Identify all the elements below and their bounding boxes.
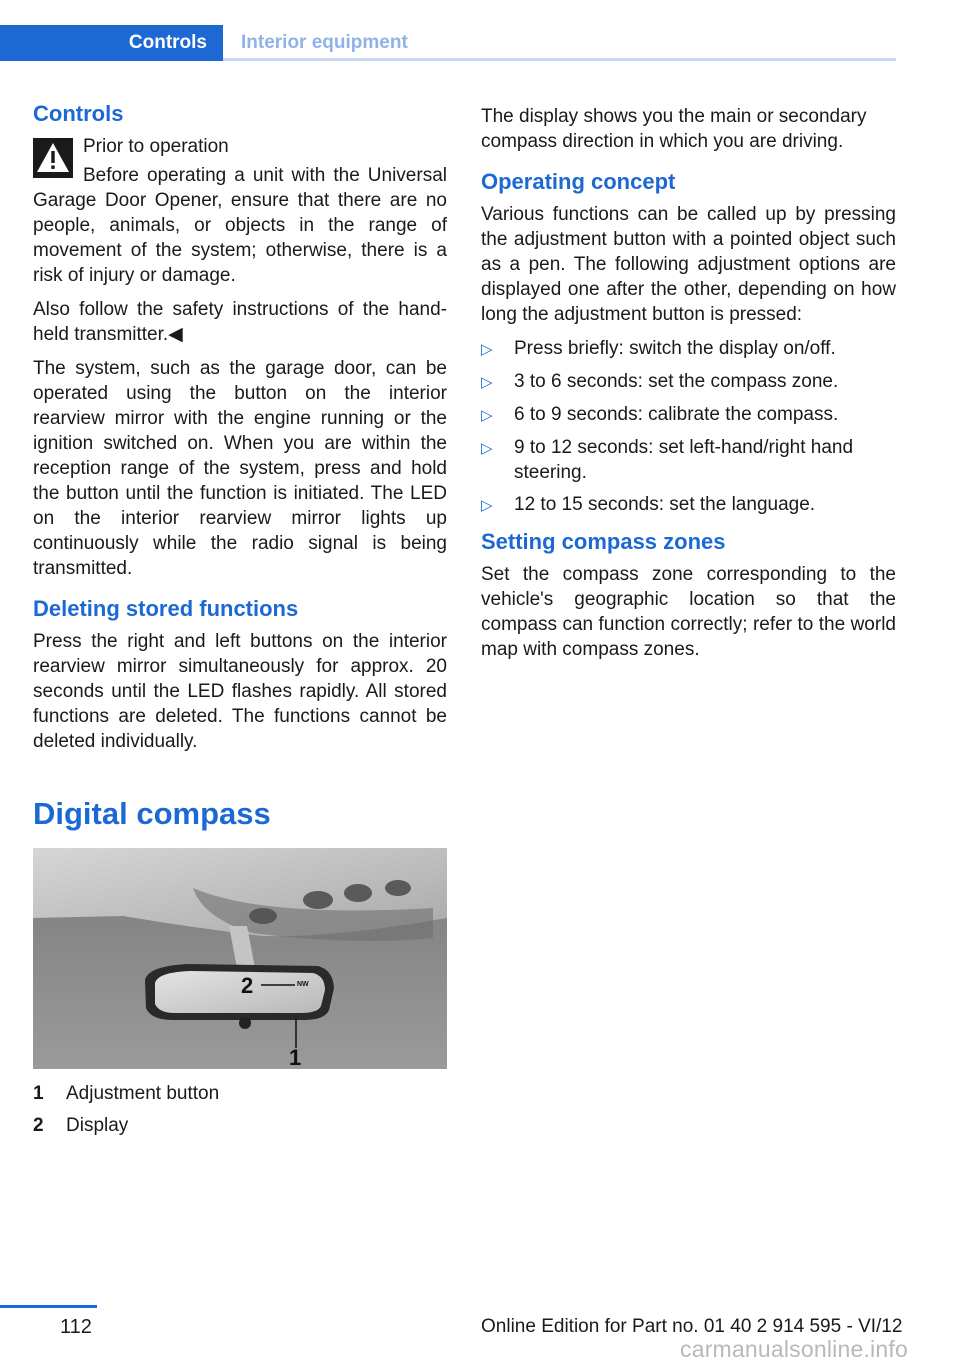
bullet-triangle-icon: ▷	[481, 440, 493, 457]
mirror-display-text: NW	[297, 981, 309, 988]
list-item-text: 3 to 6 seconds: set the compass zone.	[514, 371, 839, 392]
figure-callout-2: 2	[241, 973, 254, 998]
warning-block	[33, 134, 447, 159]
bullet-triangle-icon: ▷	[481, 497, 493, 514]
right-column	[481, 104, 896, 671]
footer-rule	[0, 1305, 97, 1308]
list-item-text: 9 to 12 seconds: set left-hand/right hand steering.	[514, 437, 854, 483]
list-item	[481, 402, 896, 428]
list-item-text: 6 to 9 seconds: calibrate the compass.	[514, 404, 839, 425]
legend-label: Display	[66, 1115, 129, 1136]
compass-zones-heading: Setting compass zones	[481, 529, 726, 554]
legend-number: 2	[33, 1115, 44, 1136]
legend-item	[33, 1113, 447, 1138]
legend-label: Adjustment button	[66, 1083, 220, 1104]
figure-legend	[33, 1081, 447, 1138]
header-tabs	[0, 25, 896, 61]
left-column	[33, 100, 447, 1145]
list-item	[481, 369, 896, 395]
header-rule	[223, 58, 896, 61]
list-item-text: 12 to 15 seconds: set the language.	[514, 494, 816, 515]
legend-item	[33, 1081, 447, 1106]
digital-compass-heading: Digital compass	[33, 796, 271, 831]
operating-concept-text: Various functions can be called up by pressing the adjustment button with a pointed object such as a pen. The following adjustment options are displayed one after the other, depending on how long the adjustment button is pressed:	[481, 204, 896, 325]
bullet-triangle-icon: ▷	[481, 407, 493, 424]
display-description: The display shows you the main or secondary compass direction in which you are driving.	[481, 106, 867, 152]
bullet-triangle-icon: ▷	[481, 341, 493, 358]
tab-controls[interactable]: Controls	[0, 25, 223, 61]
page-number: 112	[60, 1316, 92, 1338]
list-item	[481, 435, 896, 485]
compass-zones-text: Set the compass zone corresponding to the vehicle's geographic location so that the compass can function correctly; refer to the world map with compass zones.	[481, 564, 896, 660]
warning-title: Prior to operation	[83, 136, 229, 157]
watermark: carmanualsonline.info	[680, 1336, 908, 1362]
operating-concept-heading: Operating concept	[481, 169, 676, 194]
rearview-mirror-image	[33, 848, 447, 1069]
system-description: The system, such as the garage door, can be operated using the button on the interior rearview mirror with the engine running or the ignition switched on. When you are within the reception range of the system, press and hold the button until the function is initiated. The LED on the interior rearview mirror lights up continuously while the radio signal is being transmitted.	[33, 358, 447, 579]
warning-text: Before operating a unit with the Universal Garage Door Opener, ensure that there are no people, animals, or objects in the range of movement of the system; otherwise, there is a risk of injury or damage.	[33, 165, 447, 286]
list-item	[481, 336, 896, 362]
adjustment-options-list	[481, 336, 896, 518]
follow-instructions-text: Also follow the safety instructions of the hand-held transmitter.◀	[33, 299, 447, 345]
controls-heading: Controls	[33, 101, 124, 126]
list-item-text: Press briefly: switch the display on/off.	[514, 338, 836, 359]
warning-icon	[33, 138, 73, 178]
deleting-text: Press the right and left buttons on the interior rearview mirror simultaneously for approx. 20 seconds until the LED flashes rapidly. All stored functions are deleted. The functions cannot be deleted individually.	[33, 631, 447, 752]
bullet-triangle-icon: ▷	[481, 374, 493, 391]
edition-text: Online Edition for Part no. 01 40 2 914 595 - VI/12	[481, 1316, 903, 1337]
tab-interior-equipment[interactable]: Interior equipment	[241, 32, 408, 53]
legend-number: 1	[33, 1083, 44, 1104]
list-item	[481, 492, 896, 518]
figure-callout-1: 1	[289, 1045, 302, 1069]
deleting-heading: Deleting stored functions	[33, 596, 299, 621]
